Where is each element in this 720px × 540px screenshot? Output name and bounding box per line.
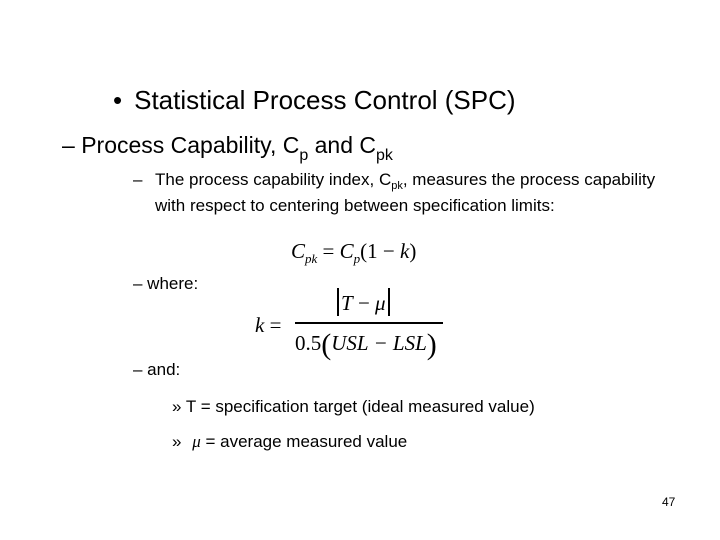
- eq1-rest: (1 −: [360, 239, 400, 263]
- bullet: •: [113, 85, 123, 115]
- cpk-equation: [291, 239, 416, 264]
- eq2-k: k: [255, 313, 265, 337]
- slide-title: [113, 85, 516, 116]
- description-before: The process capability index, C: [155, 170, 392, 189]
- where-label: – where:: [133, 274, 199, 293]
- eq1-c: C: [291, 239, 306, 263]
- subtitle-mid: and C: [308, 132, 377, 158]
- subtitle-text: Process Capability, C: [81, 132, 300, 158]
- eq2-t: T: [341, 291, 353, 315]
- item-marker: »: [172, 397, 182, 416]
- eq1-close: ): [409, 239, 417, 263]
- eq2-denominator: 0.5(USL − LSL): [295, 328, 437, 361]
- description-sub: pk: [391, 180, 403, 192]
- list-item-target: [172, 397, 535, 417]
- eq2-equals: =: [269, 313, 282, 337]
- eq1-pk: pk: [305, 251, 318, 266]
- eq2-lsl: − LSL: [368, 331, 427, 355]
- description-after: , measures the process capability with respect to centering between specification limits:: [155, 170, 656, 215]
- eq2-minus: −: [352, 291, 376, 315]
- item-label: T = specification target (ideal measured value): [185, 397, 535, 416]
- subtitle-sub-pk: pk: [376, 147, 393, 164]
- eq1-c2: C: [339, 239, 354, 263]
- description-dash: –: [133, 170, 143, 189]
- item-label: = average measured value: [200, 432, 408, 451]
- eq2-usl: USL: [331, 331, 369, 355]
- item-marker: »: [172, 432, 182, 451]
- eq2-coef: 0.5: [295, 331, 322, 355]
- list-item-mean: [172, 432, 407, 452]
- mu-symbol: μ: [192, 432, 201, 451]
- eq1-p: p: [353, 251, 361, 266]
- subtitle: [62, 132, 393, 164]
- eq2-numerator: [335, 288, 392, 316]
- eq1-k: k: [400, 239, 410, 263]
- eq1-equals: =: [317, 239, 340, 263]
- title-text: Statistical Process Control (SPC): [134, 85, 516, 115]
- subtitle-dash: –: [62, 132, 75, 158]
- fraction-bar: [295, 322, 443, 324]
- subtitle-sub-p: p: [299, 147, 309, 164]
- page-number: 47: [662, 495, 676, 509]
- cpk-description: [133, 168, 673, 218]
- eq2-mu: μ: [375, 291, 386, 315]
- and-label: – and:: [133, 360, 181, 379]
